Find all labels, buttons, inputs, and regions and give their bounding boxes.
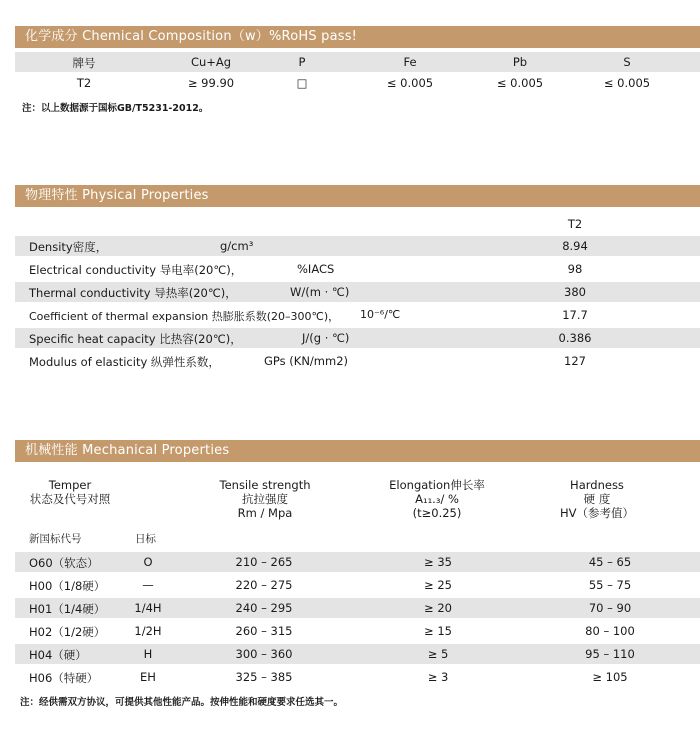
mech-hardness: 80 – 100 — [585, 624, 635, 638]
chem-header-s: S — [623, 55, 631, 69]
phys-unit: g/cm³ — [220, 239, 254, 253]
phys-row — [15, 259, 700, 279]
mech-elongation: ≥ 35 — [424, 555, 452, 569]
mech-elongation: ≥ 5 — [427, 647, 449, 661]
phys-value: 98 — [567, 262, 583, 276]
mech-hardness: 95 – 110 — [585, 647, 635, 661]
phys-value: 0.386 — [558, 331, 592, 345]
phys-value: 127 — [564, 354, 586, 368]
phys-value: 17.7 — [562, 308, 588, 322]
chem-value-row — [15, 73, 700, 93]
chem-value-fe: ≤ 0.005 — [386, 76, 434, 90]
phys-value: 8.94 — [562, 239, 588, 253]
chem-value-cuag: ≥ 99.90 — [187, 76, 235, 90]
mech-elongation: ≥ 25 — [424, 578, 452, 592]
mech-row — [15, 552, 700, 572]
chem-value-p: □ — [296, 76, 308, 90]
chem-header-pb: Pb — [512, 55, 528, 69]
phys-unit: 10⁻⁶/℃ — [360, 308, 401, 321]
mech-tensile: 210 – 265 — [235, 555, 293, 569]
mech-tensile: 220 – 275 — [235, 578, 293, 592]
chem-value-pb: ≤ 0.005 — [496, 76, 544, 90]
mech-jis: H — [143, 647, 153, 661]
chem-header-fe: Fe — [403, 55, 417, 69]
chem-value-s: ≤ 0.005 — [603, 76, 651, 90]
mech-row — [15, 644, 700, 664]
phys-section-header: 物理特性 Physical Properties — [15, 185, 700, 207]
phys-unit: W/(m · ℃) — [290, 285, 350, 299]
mech-jis: — — [142, 578, 154, 592]
phys-name: Thermal conductivity 导热率(20℃)， — [29, 286, 237, 300]
mech-hardness: 55 – 75 — [588, 578, 632, 592]
chem-section-header: 化学成分 Chemical Composition（w）%RoHS pass! — [15, 26, 700, 48]
mech-row — [15, 621, 700, 641]
phys-header-row — [15, 214, 700, 234]
mech-note: 注：经供需双方协议，可提供其他性能产品。按伸性能和硬度要求任选其一。 — [20, 697, 344, 708]
mech-jis: 1/4H — [134, 601, 162, 615]
mech-hardness: 70 – 90 — [588, 601, 632, 615]
chem-header-p: P — [298, 55, 306, 69]
chem-header-grade: 牌号 — [72, 56, 96, 70]
chem-value-grade: T2 — [76, 76, 92, 90]
mech-header-elongation: Elongation伸长率 A₁₁.₃/ % (t≥0.25) — [389, 478, 485, 520]
mech-hardness: 45 – 65 — [588, 555, 632, 569]
mech-code: O60（软态） — [29, 556, 99, 570]
phys-value: 380 — [564, 285, 586, 299]
chem-header-cuag: Cu+Ag — [190, 55, 232, 69]
mech-elongation: ≥ 3 — [427, 670, 449, 684]
mech-code: H02（1/2硬） — [29, 625, 106, 639]
mech-code: H04（硬） — [29, 648, 87, 662]
mech-subheader-jis: 日标 — [135, 533, 156, 545]
phys-row — [15, 351, 700, 371]
mech-jis: 1/2H — [134, 624, 162, 638]
mech-header-tensile: Tensile strength 抗拉强度 Rm / Mpa — [219, 478, 311, 520]
mech-tensile: 260 – 315 — [235, 624, 293, 638]
chem-header-row — [15, 52, 700, 72]
mech-jis: O — [143, 555, 153, 569]
mech-tensile: 325 – 385 — [235, 670, 293, 684]
phys-unit: GPs (KN/mm2) — [264, 354, 349, 368]
mech-tensile: 300 – 360 — [235, 647, 293, 661]
mech-subheader-gb: 新国标代号 — [29, 533, 82, 545]
phys-unit: J/(g · ℃) — [302, 331, 350, 345]
phys-row — [15, 305, 700, 325]
mech-code: H01（1/4硬） — [29, 602, 106, 616]
mech-code: H06（特硬） — [29, 671, 99, 685]
mech-elongation: ≥ 20 — [424, 601, 452, 615]
mech-hardness: ≥ 105 — [592, 670, 628, 684]
mech-section-header: 机械性能 Mechanical Properties — [15, 440, 700, 462]
phys-name: Specific heat capacity 比热容(20℃)， — [29, 332, 242, 346]
phys-row — [15, 282, 700, 302]
phys-name: Modulus of elasticity 纵弹性系数， — [29, 355, 220, 369]
phys-name: Electrical conductivity 导电率(20℃)， — [29, 263, 243, 277]
phys-name: Density密度， — [29, 240, 108, 254]
mech-subheader-row — [15, 528, 700, 548]
mech-header-temper: Temper 状态及代号对照 — [29, 478, 111, 506]
phys-unit: %IACS — [297, 262, 335, 276]
phys-row — [15, 236, 700, 256]
mech-row — [15, 667, 700, 687]
phys-row — [15, 328, 700, 348]
mech-tensile: 240 – 295 — [235, 601, 293, 615]
phys-name: Coefficient of thermal expansion 热膨胀系数(20–300℃)， — [29, 310, 340, 323]
mech-header-hardness: Hardness 硬 度 HV（参考值） — [559, 478, 635, 520]
chem-note: 注：以上数据源于国标GB/T5231-2012。 — [22, 103, 209, 114]
mech-row — [15, 575, 700, 595]
mech-row — [15, 598, 700, 618]
mech-jis: EH — [140, 670, 156, 684]
mech-elongation: ≥ 15 — [424, 624, 452, 638]
mech-code: H00（1/8硬） — [29, 579, 106, 593]
phys-col-header: T2 — [567, 217, 583, 231]
